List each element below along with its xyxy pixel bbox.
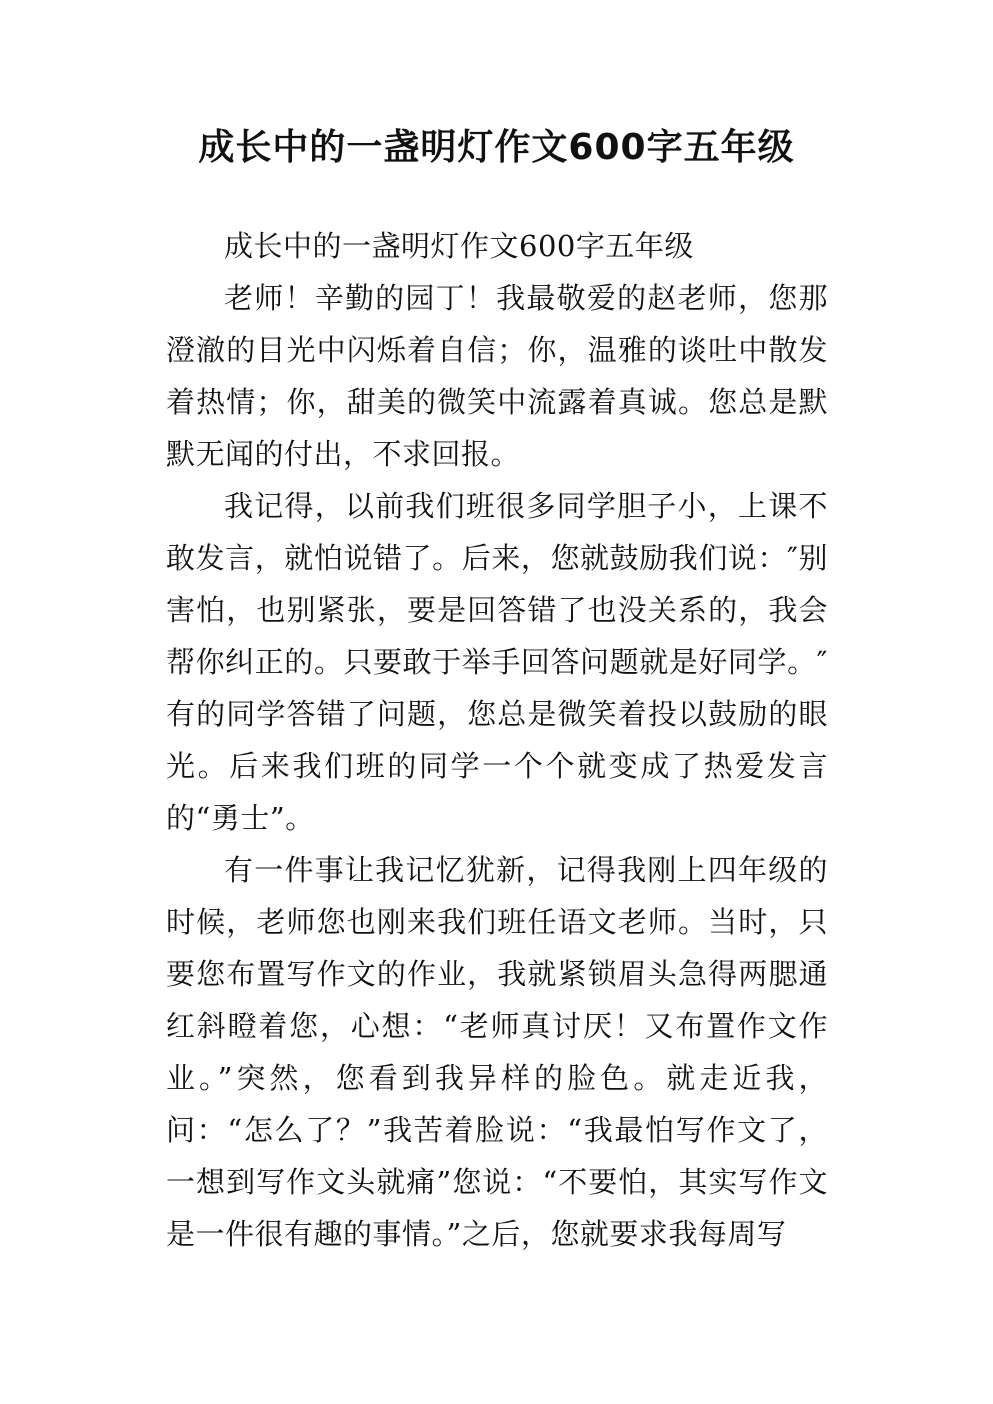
paragraph-classroom-encouragement: 我记得，以前我们班很多同学胆子小，上课不敢发言，就怕说错了。后来，您就鼓励我们说：″别害怕，也别紧张，要是回答错了也没关系的，我会帮你纠正的。只要敢于举手回答问题就是好同学。″有的同学答错了问题，您总是微笑着投以鼓励的眼光。后来我们班的同学一个个就变成了热爱发言的“勇士”。 <box>166 489 828 835</box>
document-title: 成长中的一盏明灯作文600字五年级 <box>198 127 795 168</box>
document-body <box>166 220 828 1260</box>
paragraph-teacher-praise: 老师！辛勤的园丁！我最敬爱的赵老师，您那澄澈的目光中闪烁着自信；你，温雅的谈吐中散发着热情；你，甜美的微笑中流露着真诚。您总是默默无闻的付出，不求回报。 <box>166 281 828 471</box>
paragraph-heading-repeat: 成长中的一盏明灯作文600字五年级 <box>224 229 694 263</box>
paragraph-composition-memory: 有一件事让我记忆犹新，记得我刚上四年级的时候，老师您也刚来我们班任语文老师。当时，只要您布置写作文的作业，我就紧锁眉头急得两腮通红斜瞪着您，心想：“老师真讨厌！又布置作文作业。”突然，您看到我异样的脸色。就走近我，问：“怎么了？”我苦着脸说：“我最怕写作文了，一想到写作文头就痛”您说：“不要怕，其实写作文是一件很有趣的事情。”之后，您就要求我每周写 <box>166 853 828 1251</box>
